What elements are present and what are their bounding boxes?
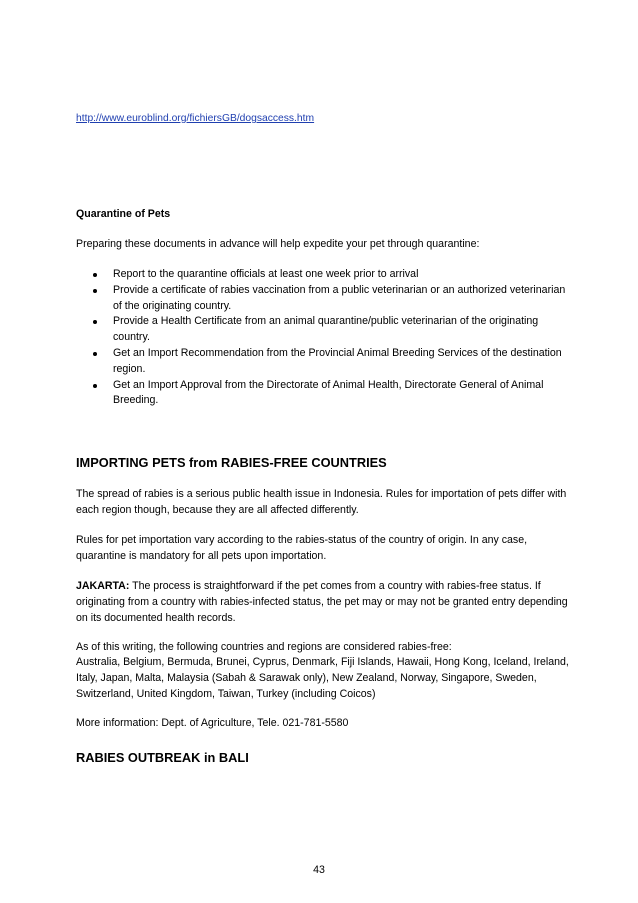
euroblind-link[interactable]: http://www.euroblind.org/fichiersGB/dogsaccess.htm [76,113,315,124]
countries-intro: As of this writing, the following countries and regions are considered rabies-free: [76,641,452,653]
jakarta-label: JAKARTA: [76,580,130,592]
jakarta-text: The process is straightforward if the pet comes from a country with rabies-free status. If originating from a country with rabies-infected status, the pet may or may not be granted entry depending on its documented health records. [76,580,568,624]
quarantine-bullet-list [76,267,566,409]
quarantine-intro: Preparing these documents in advance will help expedite your pet through quarantine: [76,238,480,250]
bullet-text: Provide a Health Certificate from an animal quarantine/public veterinarian of the originating country. [113,315,539,344]
bullet-icon [93,352,97,356]
bullet-text: Get an Import Approval from the Directorate of Animal Health, Directorate General of Animal Breeding. [113,378,544,407]
countries-list: Australia, Belgium, Bermuda, Brunei, Cyprus, Denmark, Fiji Islands, Hawaii, Hong Kong, Iceland, Ireland, Italy, Japan, Malta, Malaysia (Sabah & Sarawak only), New Zealand, Norway, Singapore, Sweden, Switzerland, United Kingdom, Taiwan, Turkey (including Coicos) [76,656,569,700]
bullet-icon [93,273,97,277]
importing-para-2: Rules for pet importation vary according to the rabies-status of the country of origin. In any case, quarantine is mandatory for all pets upon importation. [76,534,528,562]
bullet-text: Report to the quarantine officials at least one week prior to arrival [113,268,419,280]
list-item [76,314,566,346]
importing-heading: IMPORTING PETS from RABIES-FREE COUNTRIES [76,455,387,470]
bullet-icon [93,289,97,293]
bullet-icon [93,320,97,324]
importing-para-1: The spread of rabies is a serious public health issue in Indonesia. Rules for importation of pets differ with each region though, because they are all affected differently. [76,488,567,516]
quarantine-heading: Quarantine of Pets [76,208,171,220]
list-item [76,283,566,315]
bullet-icon [93,384,97,388]
bullet-text: Get an Import Recommendation from the Provincial Animal Breeding Services of the destination region. [113,346,562,375]
jakarta-paragraph [76,579,576,626]
page-number: 43 [313,864,325,876]
more-info: More information: Dept. of Agriculture, Tele. 021-781-5580 [76,717,349,729]
list-item [76,346,566,378]
bali-heading: RABIES OUTBREAK in BALI [76,750,249,765]
list-item [76,378,566,410]
bullet-text: Provide a certificate of rabies vaccination from a public veterinarian or an authorized veterinarian of the originating country. [113,283,566,312]
list-item [76,267,566,283]
